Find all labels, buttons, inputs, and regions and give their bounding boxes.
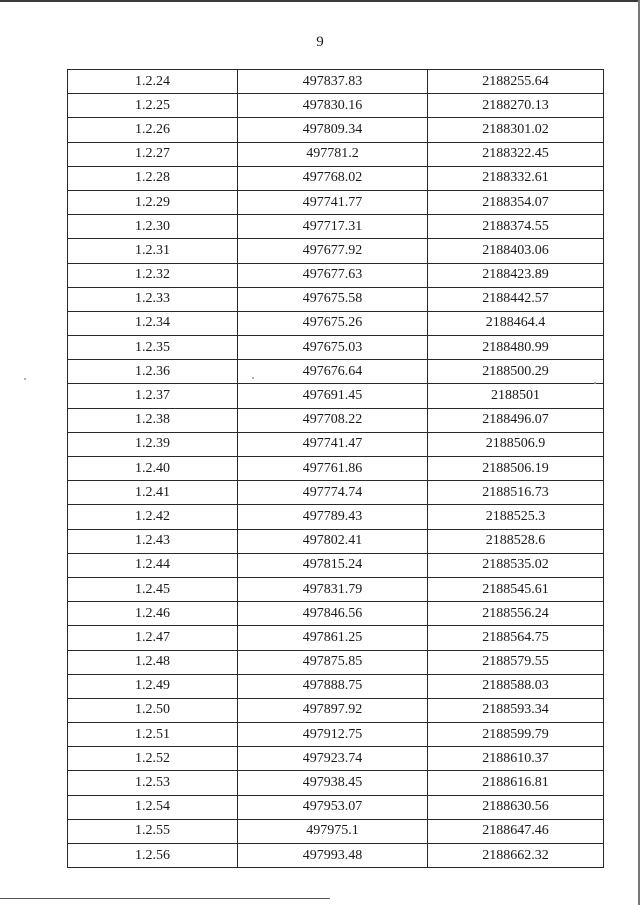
table-row [68,553,604,577]
x-coordinate-cell: 497741.47 [238,432,428,456]
top-scan-border [0,0,640,2]
y-coordinate-cell: 2188442.57 [428,287,604,311]
point-number-cell: 1.2.43 [68,529,238,553]
x-coordinate-cell: 497938.45 [238,771,428,795]
y-coordinate-cell: 2188480.99 [428,336,604,360]
table-row [68,118,604,142]
y-coordinate-cell: 2188516.73 [428,481,604,505]
table-row [68,795,604,819]
x-coordinate-cell: 497677.92 [238,239,428,263]
point-number-cell: 1.2.38 [68,408,238,432]
y-coordinate-cell: 2188301.02 [428,118,604,142]
x-coordinate-cell: 497691.45 [238,384,428,408]
point-number-cell: 1.2.49 [68,674,238,698]
x-coordinate-cell: 497774.74 [238,481,428,505]
table-row [68,239,604,263]
table-row [68,457,604,481]
y-coordinate-cell: 2188464.4 [428,311,604,335]
point-number-cell: 1.2.35 [68,336,238,360]
x-coordinate-cell: 497923.74 [238,747,428,771]
table-row [68,723,604,747]
table-row [68,698,604,722]
point-number-cell: 1.2.25 [68,94,238,118]
x-coordinate-cell: 497741.77 [238,190,428,214]
scan-speck [252,377,254,379]
table-row [68,626,604,650]
table-row [68,263,604,287]
y-coordinate-cell: 2188332.61 [428,166,604,190]
y-coordinate-cell: 2188564.75 [428,626,604,650]
x-coordinate-cell: 497802.41 [238,529,428,553]
table-row [68,166,604,190]
y-coordinate-cell: 2188593.34 [428,698,604,722]
bottom-scan-border [0,898,330,899]
coordinates-table [67,69,604,868]
x-coordinate-cell: 497861.25 [238,626,428,650]
table-row [68,287,604,311]
point-number-cell: 1.2.24 [68,70,238,94]
table-row [68,844,604,868]
x-coordinate-cell: 497781.2 [238,142,428,166]
x-coordinate-cell: 497815.24 [238,553,428,577]
table-row [68,408,604,432]
x-coordinate-cell: 497789.43 [238,505,428,529]
point-number-cell: 1.2.28 [68,166,238,190]
table-row [68,215,604,239]
y-coordinate-cell: 2188599.79 [428,723,604,747]
y-coordinate-cell: 2188423.89 [428,263,604,287]
point-number-cell: 1.2.48 [68,650,238,674]
y-coordinate-cell: 2188662.32 [428,844,604,868]
x-coordinate-cell: 497975.1 [238,819,428,843]
y-coordinate-cell: 2188616.81 [428,771,604,795]
point-number-cell: 1.2.42 [68,505,238,529]
x-coordinate-cell: 497846.56 [238,602,428,626]
point-number-cell: 1.2.30 [68,215,238,239]
point-number-cell: 1.2.32 [68,263,238,287]
x-coordinate-cell: 497830.16 [238,94,428,118]
x-coordinate-cell: 497897.92 [238,698,428,722]
y-coordinate-cell: 2188354.07 [428,190,604,214]
table-row [68,481,604,505]
page-number: 9 [316,34,324,50]
table-row [68,336,604,360]
y-coordinate-cell: 2188506.19 [428,457,604,481]
table-row [68,311,604,335]
y-coordinate-cell: 2188610.37 [428,747,604,771]
y-coordinate-cell: 2188374.55 [428,215,604,239]
point-number-cell: 1.2.51 [68,723,238,747]
x-coordinate-cell: 497768.02 [238,166,428,190]
x-coordinate-cell: 497717.31 [238,215,428,239]
table-row [68,529,604,553]
table-row [68,577,604,601]
x-coordinate-cell: 497677.63 [238,263,428,287]
x-coordinate-cell: 497809.34 [238,118,428,142]
point-number-cell: 1.2.36 [68,360,238,384]
table-row [68,360,604,384]
y-coordinate-cell: 2188255.64 [428,70,604,94]
table-row [68,505,604,529]
y-coordinate-cell: 2188556.24 [428,602,604,626]
point-number-cell: 1.2.46 [68,602,238,626]
y-coordinate-cell: 2188545.61 [428,577,604,601]
y-coordinate-cell: 2188630.56 [428,795,604,819]
y-coordinate-cell: 2188501 [428,384,604,408]
point-number-cell: 1.2.56 [68,844,238,868]
x-coordinate-cell: 497953.07 [238,795,428,819]
table-row [68,142,604,166]
table-row [68,94,604,118]
y-coordinate-cell: 2188647.46 [428,819,604,843]
x-coordinate-cell: 497875.85 [238,650,428,674]
table-row [68,70,604,94]
x-coordinate-cell: 497675.03 [238,336,428,360]
y-coordinate-cell: 2188500.29 [428,360,604,384]
point-number-cell: 1.2.37 [68,384,238,408]
y-coordinate-cell: 2188535.02 [428,553,604,577]
x-coordinate-cell: 497831.79 [238,577,428,601]
table-row [68,384,604,408]
table-row [68,602,604,626]
point-number-cell: 1.2.26 [68,118,238,142]
point-number-cell: 1.2.40 [68,457,238,481]
y-coordinate-cell: 2188403.06 [428,239,604,263]
table-row [68,771,604,795]
point-number-cell: 1.2.53 [68,771,238,795]
table-row [68,674,604,698]
point-number-cell: 1.2.47 [68,626,238,650]
point-number-cell: 1.2.50 [68,698,238,722]
point-number-cell: 1.2.34 [68,311,238,335]
x-coordinate-cell: 497676.64 [238,360,428,384]
x-coordinate-cell: 497837.83 [238,70,428,94]
y-coordinate-cell: 2188588.03 [428,674,604,698]
point-number-cell: 1.2.31 [68,239,238,263]
table-row [68,747,604,771]
x-coordinate-cell: 497675.58 [238,287,428,311]
y-coordinate-cell: 2188579.55 [428,650,604,674]
point-number-cell: 1.2.41 [68,481,238,505]
point-number-cell: 1.2.39 [68,432,238,456]
y-coordinate-cell: 2188322.45 [428,142,604,166]
point-number-cell: 1.2.29 [68,190,238,214]
point-number-cell: 1.2.54 [68,795,238,819]
point-number-cell: 1.2.45 [68,577,238,601]
coordinates-table-body [68,70,604,868]
table-row [68,432,604,456]
table-row [68,650,604,674]
y-coordinate-cell: 2188270.13 [428,94,604,118]
table-row [68,819,604,843]
y-coordinate-cell: 2188506.9 [428,432,604,456]
point-number-cell: 1.2.44 [68,553,238,577]
x-coordinate-cell: 497912.75 [238,723,428,747]
scan-speck [594,382,596,384]
x-coordinate-cell: 497993.48 [238,844,428,868]
scan-speck [24,378,26,380]
x-coordinate-cell: 497761.86 [238,457,428,481]
x-coordinate-cell: 497888.75 [238,674,428,698]
point-number-cell: 1.2.55 [68,819,238,843]
x-coordinate-cell: 497675.26 [238,311,428,335]
table-row [68,190,604,214]
y-coordinate-cell: 2188528.6 [428,529,604,553]
x-coordinate-cell: 497708.22 [238,408,428,432]
y-coordinate-cell: 2188525.3 [428,505,604,529]
y-coordinate-cell: 2188496.07 [428,408,604,432]
point-number-cell: 1.2.27 [68,142,238,166]
point-number-cell: 1.2.52 [68,747,238,771]
point-number-cell: 1.2.33 [68,287,238,311]
